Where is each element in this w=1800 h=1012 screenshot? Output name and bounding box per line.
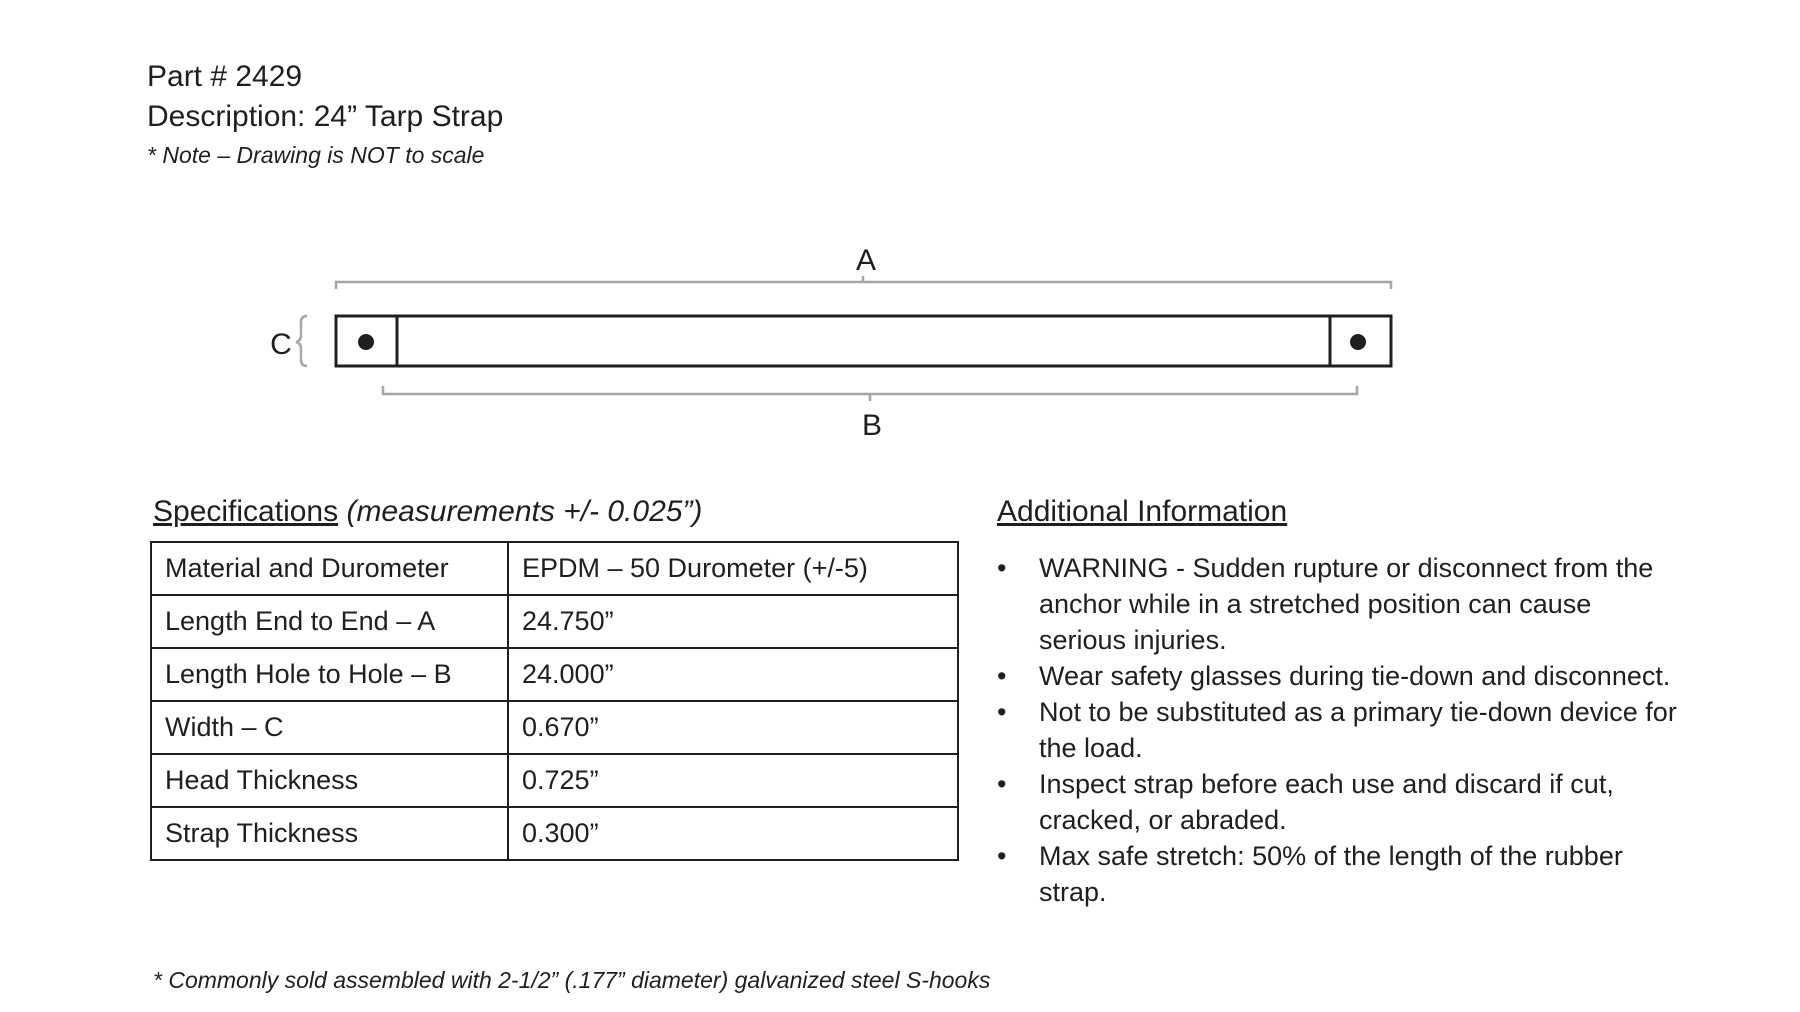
- spec-value: 0.300”: [508, 807, 958, 860]
- bullet-marker: •: [997, 769, 1007, 799]
- table-row: [151, 595, 958, 648]
- dimension-c-label: C: [270, 328, 292, 361]
- info-text: WARNING - Sudden rupture or disconnect from the anchor while in a stretched position can cause serious injuries.: [1039, 553, 1654, 655]
- scale-note: * Note – Drawing is NOT to scale: [147, 142, 485, 168]
- dimension-a-bracket: [336, 276, 1391, 289]
- spec-value: EPDM – 50 Durometer (+/-5): [508, 542, 958, 595]
- strap-drawing: [0, 0, 1800, 460]
- bullet-marker: •: [997, 553, 1007, 583]
- spec-label: Length End to End – A: [151, 595, 508, 648]
- dimension-b-label: B: [861, 409, 883, 442]
- list-item: [997, 694, 1677, 766]
- info-text: Wear safety glasses during tie-down and disconnect.: [1039, 661, 1671, 691]
- additional-info-heading: [997, 497, 1287, 527]
- footnote: * Commonly sold assembled with 2-1/2” (.177” diameter) galvanized steel S-hooks: [153, 967, 991, 993]
- spec-value: 24.750”: [508, 595, 958, 648]
- additional-info-title: Additional Information: [997, 495, 1288, 528]
- strap-body: [336, 316, 1391, 366]
- list-item: [997, 658, 1677, 694]
- spec-value: 0.725”: [508, 754, 958, 807]
- list-item: [997, 550, 1677, 658]
- dimension-c-brace: [296, 316, 307, 366]
- specifications-title: Specifications: [153, 495, 339, 528]
- bullet-marker: •: [997, 661, 1007, 691]
- table-row: [151, 754, 958, 807]
- info-text: Inspect strap before each use and discard if cut, cracked, or abraded.: [1039, 769, 1614, 835]
- specifications-heading: [153, 497, 702, 527]
- right-hole: [1350, 334, 1366, 350]
- specifications-table: [150, 541, 959, 861]
- spec-label: Length Hole to Hole – B: [151, 648, 508, 701]
- table-row: [151, 701, 958, 754]
- bullet-marker: •: [997, 841, 1007, 871]
- spec-label: Width – C: [151, 701, 508, 754]
- spec-label: Strap Thickness: [151, 807, 508, 860]
- table-row: [151, 807, 958, 860]
- spec-value: 0.670”: [508, 701, 958, 754]
- table-row: [151, 542, 958, 595]
- list-item: [997, 766, 1677, 838]
- spec-value: 24.000”: [508, 648, 958, 701]
- list-item: [997, 838, 1677, 910]
- dimension-b-bracket: [383, 386, 1357, 401]
- left-hole: [358, 334, 374, 350]
- spec-label: Head Thickness: [151, 754, 508, 807]
- dimension-a-label: A: [855, 244, 877, 277]
- info-text: Not to be substituted as a primary tie-down device for the load.: [1039, 697, 1677, 763]
- additional-info-list: [997, 550, 1677, 910]
- spec-label: Material and Durometer: [151, 542, 508, 595]
- table-row: [151, 648, 958, 701]
- info-text: Max safe stretch: 50% of the length of the rubber strap.: [1039, 841, 1623, 907]
- specifications-tolerance: (measurements +/- 0.025”): [346, 495, 703, 528]
- part-description: Description: 24” Tarp Strap: [147, 100, 504, 133]
- bullet-marker: •: [997, 697, 1007, 727]
- part-number: Part # 2429: [147, 60, 303, 93]
